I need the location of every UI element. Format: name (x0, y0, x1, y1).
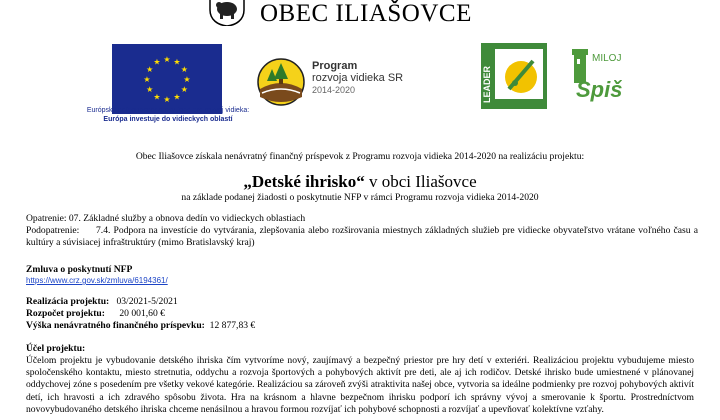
prv-text (312, 60, 403, 96)
eu-caption (68, 106, 268, 124)
podopatrenie-text (26, 225, 698, 249)
prv-line3: 2014-2020 (312, 85, 356, 95)
eu-star-icon: ★ (153, 57, 161, 67)
leader-logo (481, 43, 547, 109)
podopatrenie-label: Podopatrenie: (26, 225, 80, 236)
project-title-bold: „Detské ihrisko“ (243, 172, 365, 191)
leader-label: LEADER (482, 65, 492, 103)
podopatrenie-value: 7.4. Podpora na investície do vytvárania, zlepšovania alebo rozširovania miestnych základných služieb pre vidiecke obyvateľstvo vrátane voľného času a kultúry a súvisiacej infraštruktúry (mimo Bratislavský kraj) (26, 225, 698, 249)
intro-text: Obec Iliašovce získala nenávratný finančný príspevok z Programu rozvoja vidieka 2014-2020 na realizáciu projektu: (135, 151, 585, 162)
eu-star-icon: ★ (183, 75, 191, 84)
zmluva-link[interactable]: https://www.crz.gov.sk/zmluva/6194361/ (26, 276, 168, 285)
eu-star-icon: ★ (180, 85, 188, 94)
realizacia-value: 03/2021-5/2021 (116, 296, 178, 307)
spis-emblem-icon (568, 45, 638, 103)
zmluva-heading: Zmluva o poskytnutí NFP (26, 264, 133, 275)
rozpocet-row (26, 308, 165, 320)
ucel-text: Účelom projektu je vybudovanie detského ihriska čím vytvoríme nový, zaujímavý a bezpečný priestor pre hry detí v exteriéri. Realizáciou projektu vybudujeme miesto spoločenského kontaktu, miesto stretnutia, oddychu a rozvoja športových a pohybových aktivít pre deti, ale aj ich rodičov. Detské ihrisko bude umiestnené v plánovanej oddychovej zóne s posedením pre všetky vekové kategórie. Realizáciou sa zároveň zvýši atraktivita našej obce, vytvoria sa ideálne podmienky pre rozvoj pohybových aktivít detí, ich hravosti a ich zdravého spôsobu života. Hra na krásnom a hlavne bezpečnom ihrisku podporí ich správny vývoj a smerovanie k športu. Prostredníctvom novovybudovaného detského ihriska chceme nenásilnou a hravou formou rozvíjať ich pohybové schopnosti a rozvíjať a upevňovať kolektívne vzťahy. (26, 355, 694, 415)
prv-emblem-icon (254, 57, 308, 107)
vyska-row (26, 320, 255, 332)
spis-logo (568, 45, 638, 103)
prv-line2: rozvoja vidieka SR (312, 72, 404, 84)
title-row (0, 0, 720, 34)
eu-caption-line1: Európsky poľnohospodársky fond pre rozvoj vidieka: (86, 107, 250, 114)
spis-line1: MILOJ (592, 53, 622, 64)
prv-logo (254, 57, 414, 107)
eu-caption-line2: Európa investuje do vidieckych oblastí (103, 116, 233, 123)
realizacia-label: Realizácia projektu: (26, 296, 110, 307)
eu-star-icon: ★ (146, 65, 154, 74)
eu-star-icon: ★ (146, 85, 154, 94)
eu-flag-icon (112, 44, 222, 114)
ucel-heading: Účel projektu: (26, 343, 86, 354)
rozpocet-label: Rozpočet projektu: (26, 308, 105, 319)
realizacia-row (26, 296, 178, 308)
vyska-label: Výška nenávratného finančného príspevku: (26, 320, 205, 331)
project-title (0, 172, 720, 192)
eu-star-icon: ★ (173, 92, 181, 102)
eu-star-icon: ★ (180, 65, 188, 74)
eu-star-icon: ★ (163, 95, 171, 104)
leader-emblem-icon (481, 43, 547, 109)
eu-star-icon: ★ (153, 92, 161, 102)
spis-line2: Spiš (576, 77, 623, 102)
eu-star-icon: ★ (143, 75, 151, 84)
rozpocet-value: 20 001,60 € (119, 308, 165, 319)
eu-star-icon: ★ (173, 57, 181, 67)
project-title-rest: v obci Iliašovce (364, 172, 477, 191)
eu-star-icon: ★ (163, 55, 171, 64)
eu-logo (68, 44, 268, 134)
prv-line1: Program (312, 60, 358, 72)
project-subtitle: na základe podanej žiadosti o poskytnutie NFP v rámci Programu rozvoja vidieka 2014-2020 (181, 192, 539, 203)
vyska-value: 12 877,83 € (209, 320, 256, 331)
opatrenie-text: Opatrenie: 07. Základné služby a obnova dedín vo vidieckych oblastiach (26, 213, 306, 224)
page-title: OBEC ILIAŠOVCE (260, 0, 472, 27)
coat-of-arms-icon (208, 0, 246, 26)
